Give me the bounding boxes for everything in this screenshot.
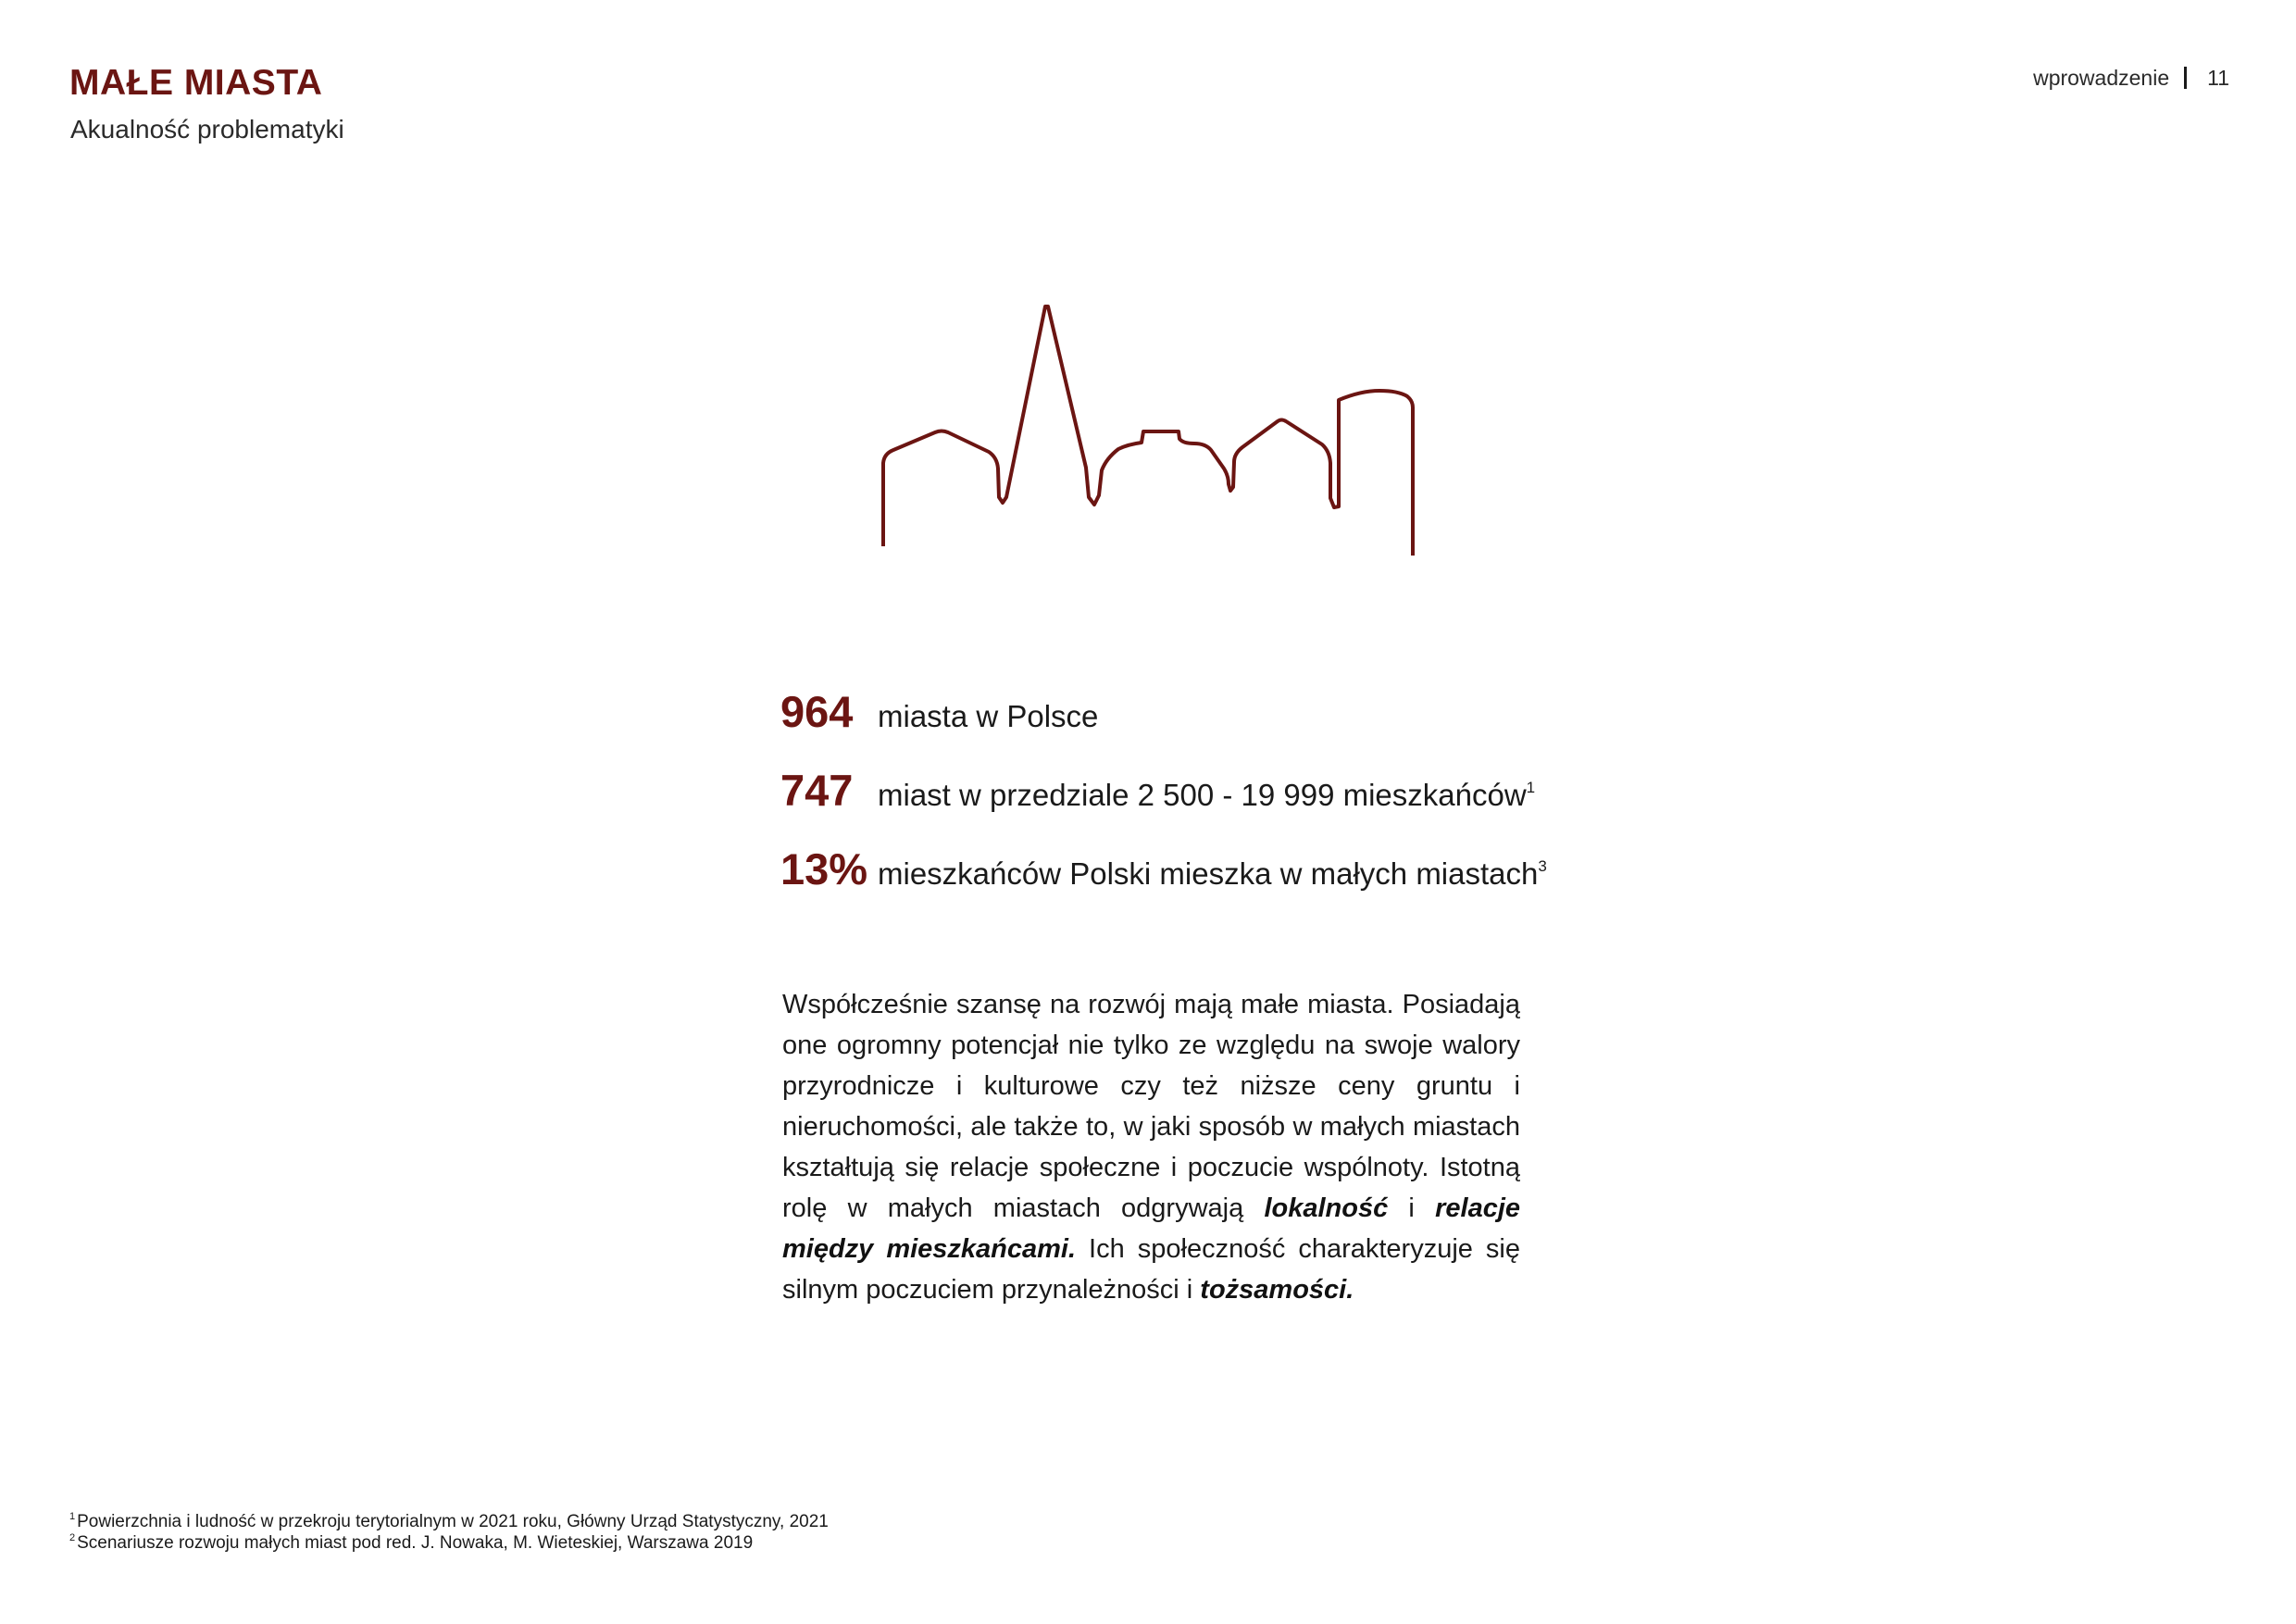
emphasis-tozsamosc: tożsamości. [1200, 1275, 1354, 1305]
stat-row [780, 766, 1536, 847]
paragraph-text: i [1388, 1193, 1436, 1223]
stat-value: 747 [780, 766, 854, 815]
stat-label-text: miast w przedziale 2 500 - 19 999 mieszkańców [878, 778, 1527, 812]
footnote-mark: 1 [69, 1511, 76, 1522]
stat-value: 13% [780, 844, 868, 893]
section-name: wprowadzenie [2033, 65, 2170, 90]
body-paragraph [782, 984, 1520, 1310]
page-subtitle: Akualność problematyki [70, 115, 344, 144]
stat-row [780, 844, 1547, 926]
footnotes [69, 1511, 829, 1554]
stat-label-text: mieszkańców Polski mieszka w małych miastach [878, 856, 1539, 891]
stats-list [780, 687, 1547, 926]
paragraph-text: Ich społeczność charakteryzuje się silnym poczuciem przynależności i [782, 1234, 1520, 1305]
emphasis-lokalnosc: lokalność [1264, 1193, 1389, 1223]
footnote [69, 1532, 829, 1554]
footnote-text: Scenariusze rozwoju małych miast pod red. J. Nowaka, M. Wieteskiej, Warszawa 2019 [77, 1533, 754, 1553]
stat-label [878, 780, 1535, 810]
stat-row [780, 687, 1521, 768]
footnote-mark: 2 [69, 1532, 76, 1543]
stat-label [878, 701, 1098, 731]
footnote-text: Powierzchnia i ludność w przekroju terytorialnym w 2021 roku, Główny Urząd Statystyczny, 2021 [77, 1512, 829, 1531]
stat-label-text: miasta w Polsce [878, 699, 1099, 733]
header-separator [2184, 67, 2187, 89]
footnote-ref: 1 [1526, 779, 1536, 796]
stat-value: 964 [780, 687, 854, 736]
footnote [69, 1511, 829, 1532]
emphasis-relacje: relacje między mieszkańcami. [782, 1193, 1521, 1264]
paragraph-text: Współcześnie szansę na rozwój mają małe miasta. Posiadają one ogromny potencjał nie tylko ze względu na swoje walory przyrodnicze i kulturowe czy też niższe ceny gruntu i nieruchomości, ale także to, w jaki sposób w małych miastach kształtują się relacje społeczne i poczucie wspólnoty. Istotną rolę w małych miastach odgrywają [782, 990, 1520, 1223]
page-number: 11 [2207, 65, 2229, 90]
page-title: MAŁE MIASTA [69, 63, 323, 103]
town-skyline-icon [0, 0, 2296, 648]
running-header [2033, 67, 2229, 89]
footnote-ref: 3 [1538, 857, 1547, 875]
stat-label [878, 858, 1547, 889]
